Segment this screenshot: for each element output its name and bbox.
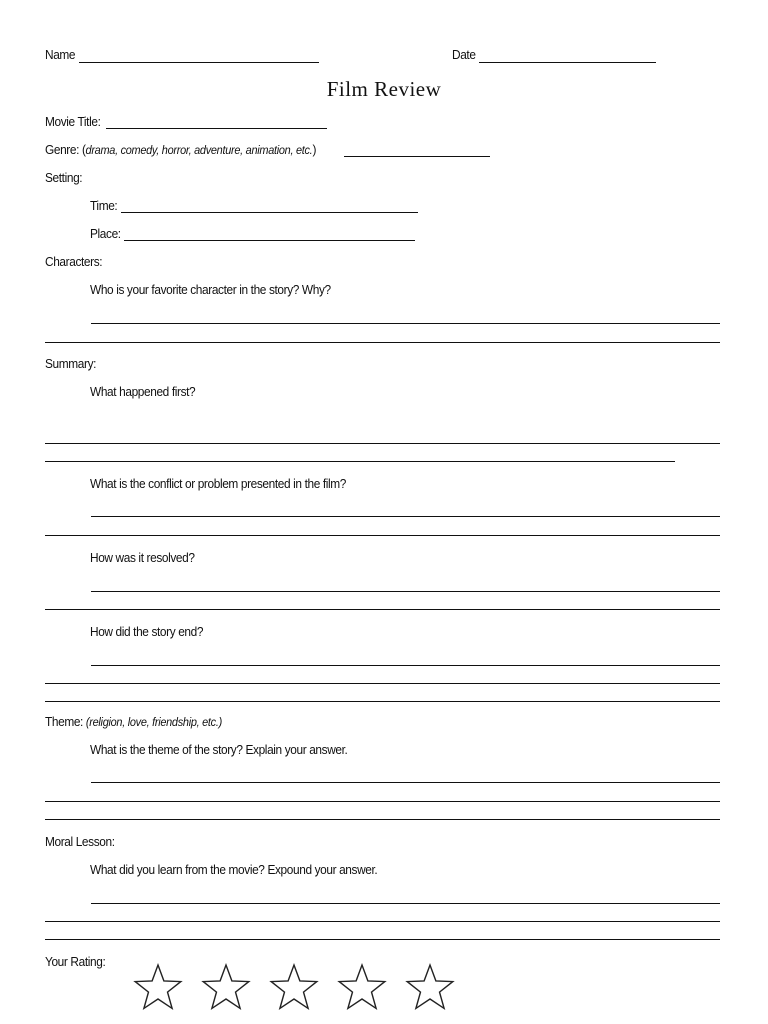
star-shape: [135, 965, 181, 1008]
summary-label: Summary:: [45, 357, 97, 371]
place-line[interactable]: [124, 240, 415, 241]
theme-label-row: [45, 715, 222, 729]
theme-line-2[interactable]: [45, 801, 720, 802]
movie-title-line[interactable]: [106, 128, 327, 129]
theme-question: What is the theme of the story? Explain your answer.: [90, 743, 348, 757]
moral-label: Moral Lesson:: [45, 835, 115, 849]
name-line[interactable]: [79, 62, 319, 63]
time-line[interactable]: [121, 212, 418, 213]
page-title: Film Review: [326, 77, 442, 101]
characters-label: Characters:: [45, 255, 103, 269]
star-shape: [203, 965, 249, 1008]
summary-question-first: What happened first?: [90, 385, 196, 399]
star-shape: [407, 965, 453, 1008]
star-shape: [339, 965, 385, 1008]
star-icon[interactable]: [201, 962, 251, 1012]
characters-answer-line-2[interactable]: [45, 342, 720, 343]
star-icon[interactable]: [269, 962, 319, 1012]
genre-label: [45, 143, 316, 157]
name-label: Name: [45, 48, 76, 62]
end-line-1[interactable]: [91, 665, 720, 666]
star-icon[interactable]: [337, 962, 387, 1012]
theme-hint: (religion, love, friendship, etc.): [85, 717, 222, 729]
resolved-line-2[interactable]: [45, 609, 720, 610]
star-icon[interactable]: [405, 962, 455, 1012]
moral-line-1[interactable]: [91, 903, 720, 904]
setting-label: Setting:: [45, 171, 83, 185]
theme-line-3[interactable]: [45, 819, 720, 820]
genre-label-text: Genre: (: [45, 143, 86, 157]
characters-question: Who is your favorite character in the story? Why?: [90, 283, 331, 297]
theme-label: Theme:: [45, 715, 83, 729]
movie-title-label: Movie Title:: [45, 115, 101, 129]
theme-line-1[interactable]: [91, 782, 720, 783]
conflict-line-2[interactable]: [45, 535, 720, 536]
moral-question: What did you learn from the movie? Expound your answer.: [90, 863, 378, 877]
summary-question-end: How did the story end?: [90, 625, 204, 639]
place-label: Place:: [90, 227, 121, 241]
rating-label: Your Rating:: [45, 955, 106, 969]
star-shape: [271, 965, 317, 1008]
genre-close: ): [312, 143, 317, 157]
date-line[interactable]: [479, 62, 656, 63]
time-label: Time:: [90, 199, 118, 213]
summary-first-line-2[interactable]: [45, 461, 675, 462]
end-line-3[interactable]: [45, 701, 720, 702]
summary-first-line-1[interactable]: [45, 443, 720, 444]
moral-line-2[interactable]: [45, 921, 720, 922]
date-label: Date: [452, 48, 476, 62]
moral-line-3[interactable]: [45, 939, 720, 940]
genre-line[interactable]: [344, 156, 490, 157]
characters-answer-line-1[interactable]: [91, 323, 720, 324]
end-line-2[interactable]: [45, 683, 720, 684]
resolved-line-1[interactable]: [91, 591, 720, 592]
genre-hint: drama, comedy, horror, adventure, animation, etc.: [85, 145, 313, 157]
summary-question-conflict: What is the conflict or problem presented in the film?: [90, 477, 347, 491]
conflict-line-1[interactable]: [91, 516, 720, 517]
star-icon[interactable]: [133, 962, 183, 1012]
summary-question-resolved: How was it resolved?: [90, 551, 195, 565]
